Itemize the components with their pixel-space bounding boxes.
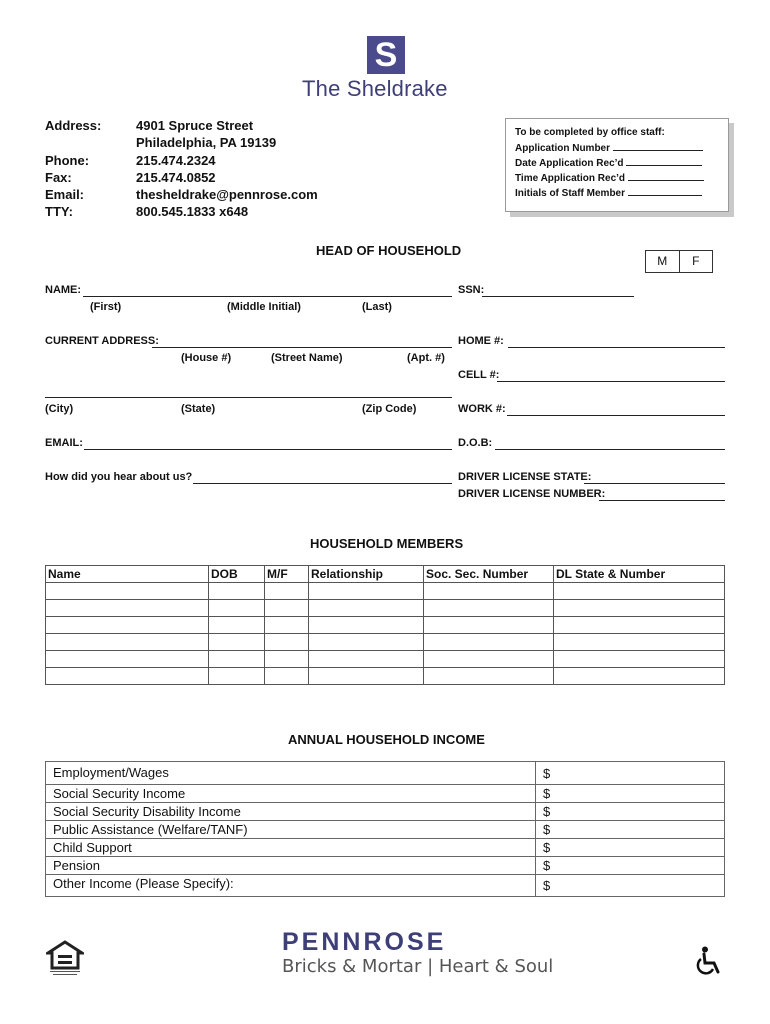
income-label-social-security: Social Security Income: [46, 785, 536, 803]
dl-state-field[interactable]: [584, 483, 725, 484]
apt-number-caption: (Apt. #): [407, 352, 445, 364]
equal-housing-opportunity-icon: [46, 940, 84, 976]
ssn-field[interactable]: [482, 296, 634, 297]
income-row: [46, 762, 725, 785]
referral-source-field[interactable]: [193, 483, 452, 484]
income-label-employment: Employment/Wages: [46, 762, 536, 785]
column-header-dl: DL State & Number: [554, 566, 725, 583]
income-amount-ssdi[interactable]: $: [536, 803, 725, 821]
fax-label: Fax:: [45, 170, 72, 185]
gender-female-option[interactable]: F: [692, 254, 700, 268]
table-cell[interactable]: [46, 634, 209, 651]
table-cell[interactable]: [209, 634, 265, 651]
table-row: [46, 634, 725, 651]
table-cell[interactable]: [554, 600, 725, 617]
table-cell[interactable]: [554, 651, 725, 668]
income-label-pension: Pension: [46, 857, 536, 875]
table-cell[interactable]: [265, 651, 309, 668]
initials-label: Initials of Staff Member: [515, 188, 626, 199]
income-label-ssdi: Social Security Disability Income: [46, 803, 536, 821]
dob-label: D.O.B:: [458, 437, 493, 449]
wheelchair-icon: [694, 946, 724, 976]
work-phone-field[interactable]: [507, 415, 725, 416]
ssn-label: SSN:: [458, 284, 485, 296]
phone-value: 215.474.2324: [136, 153, 216, 168]
income-label-other: Other Income (Please Specify):: [46, 875, 536, 897]
gender-male-option[interactable]: M: [646, 251, 680, 272]
table-cell[interactable]: [209, 668, 265, 685]
application-number-label: Application Number: [515, 143, 611, 154]
office-staff-box: [505, 118, 729, 212]
table-cell[interactable]: [209, 583, 265, 600]
column-header-relationship: Relationship: [309, 566, 424, 583]
date-received-field[interactable]: [626, 165, 702, 166]
date-received-label: Date Application Rec’d: [515, 158, 624, 169]
dl-number-label: DRIVER LICENSE NUMBER:: [458, 488, 606, 500]
work-phone-label: WORK #:: [458, 403, 506, 415]
address-line2: Philadelphia, PA 19139: [136, 135, 277, 150]
initials-field[interactable]: [628, 195, 702, 196]
cell-phone-field[interactable]: [497, 381, 725, 382]
email-field-label: EMAIL:: [45, 437, 83, 449]
income-row: [46, 857, 725, 875]
city-caption: (City): [45, 403, 74, 415]
income-row: [46, 803, 725, 821]
address-line1: 4901 Spruce Street: [136, 118, 254, 133]
table-cell[interactable]: [209, 600, 265, 617]
table-cell[interactable]: [46, 651, 209, 668]
income-row: [46, 839, 725, 857]
annual-income-title: ANNUAL HOUSEHOLD INCOME: [288, 732, 485, 747]
table-cell[interactable]: [424, 634, 554, 651]
phone-label: Phone:: [45, 153, 90, 168]
table-cell[interactable]: [265, 583, 309, 600]
table-cell[interactable]: [554, 634, 725, 651]
logo-letter: S: [374, 36, 398, 74]
zip-code-caption: (Zip Code): [362, 403, 417, 415]
table-row: [46, 600, 725, 617]
column-header-gender: M/F: [265, 566, 309, 583]
table-cell[interactable]: [309, 617, 424, 634]
email-value: thesheldrake@pennrose.com: [136, 187, 318, 202]
email-field[interactable]: [84, 449, 452, 450]
income-amount-public-assistance[interactable]: $: [536, 821, 725, 839]
middle-initial-caption: (Middle Initial): [227, 301, 301, 313]
income-label-child-support: Child Support: [46, 839, 536, 857]
table-row: [46, 651, 725, 668]
table-cell[interactable]: [554, 583, 725, 600]
home-phone-field[interactable]: [508, 347, 725, 348]
pennrose-tagline: Bricks & Mortar | Heart & Soul: [282, 956, 554, 977]
table-cell[interactable]: [265, 600, 309, 617]
name-field[interactable]: [83, 296, 452, 297]
income-table: [45, 761, 725, 897]
home-phone-label: HOME #:: [458, 335, 504, 347]
tty-label: TTY:: [45, 204, 73, 219]
table-cell[interactable]: [309, 668, 424, 685]
column-header-ssn: Soc. Sec. Number: [424, 566, 554, 583]
email-label: Email:: [45, 187, 85, 202]
table-header-row: [46, 566, 725, 583]
fax-value: 215.474.0852: [136, 170, 216, 185]
column-header-name: Name: [46, 566, 209, 583]
house-number-caption: (House #): [181, 352, 232, 364]
income-row: [46, 821, 725, 839]
table-cell[interactable]: [554, 668, 725, 685]
dl-state-label: DRIVER LICENSE STATE:: [458, 471, 592, 483]
table-cell[interactable]: [424, 600, 554, 617]
income-amount-other[interactable]: $: [536, 875, 725, 897]
city-state-zip-field[interactable]: [45, 397, 452, 398]
referral-source-label: How did you hear about us?: [45, 471, 193, 483]
pennrose-brand: PENNROSE: [282, 928, 447, 956]
address-label: Address:: [45, 118, 102, 133]
table-cell[interactable]: [309, 583, 424, 600]
column-header-dob: DOB: [209, 566, 265, 583]
household-members-table: [45, 565, 725, 685]
table-cell[interactable]: [46, 600, 209, 617]
table-cell[interactable]: [46, 583, 209, 600]
table-row: [46, 583, 725, 600]
table-cell[interactable]: [309, 634, 424, 651]
time-received-field[interactable]: [628, 180, 704, 181]
table-cell[interactable]: [265, 634, 309, 651]
state-caption: (State): [181, 403, 216, 415]
income-amount-employment[interactable]: $: [536, 762, 725, 785]
table-cell[interactable]: [309, 600, 424, 617]
table-cell[interactable]: [424, 651, 554, 668]
table-cell[interactable]: [265, 617, 309, 634]
time-received-label: Time Application Rec’d: [515, 173, 626, 184]
income-amount-child-support[interactable]: $: [536, 839, 725, 857]
table-row: [46, 668, 725, 685]
application-number-field[interactable]: [613, 150, 703, 151]
property-name: The Sheldrake: [302, 76, 448, 101]
name-label: NAME:: [45, 284, 82, 296]
current-address-field[interactable]: [152, 347, 452, 348]
table-row: [46, 617, 725, 634]
street-name-caption: (Street Name): [271, 352, 343, 364]
table-cell[interactable]: [209, 617, 265, 634]
income-row: [46, 875, 725, 897]
cell-phone-label: CELL #:: [458, 369, 500, 381]
last-name-caption: (Last): [362, 301, 392, 313]
dl-number-field[interactable]: [599, 500, 725, 501]
household-members-title: HOUSEHOLD MEMBERS: [310, 536, 464, 551]
table-cell[interactable]: [46, 617, 209, 634]
head-of-household-title: HEAD OF HOUSEHOLD: [316, 243, 462, 258]
table-cell[interactable]: [46, 668, 209, 685]
income-amount-pension[interactable]: $: [536, 857, 725, 875]
table-cell[interactable]: [265, 668, 309, 685]
dob-field[interactable]: [495, 449, 725, 450]
table-cell[interactable]: [424, 668, 554, 685]
table-cell[interactable]: [424, 583, 554, 600]
tty-value: 800.545.1833 x648: [136, 204, 249, 219]
table-cell[interactable]: [554, 617, 725, 634]
table-cell[interactable]: [209, 651, 265, 668]
table-cell[interactable]: [309, 651, 424, 668]
income-amount-social-security[interactable]: $: [536, 785, 725, 803]
gender-box: [645, 250, 713, 273]
current-address-label: CURRENT ADDRESS:: [45, 335, 159, 347]
income-label-public-assistance: Public Assistance (Welfare/TANF): [46, 821, 536, 839]
first-name-caption: (First): [90, 301, 122, 313]
staff-box-title: To be completed by office staff:: [515, 127, 665, 138]
sheldrake-logo-mark: [367, 36, 405, 74]
income-row: [46, 785, 725, 803]
table-cell[interactable]: [424, 617, 554, 634]
